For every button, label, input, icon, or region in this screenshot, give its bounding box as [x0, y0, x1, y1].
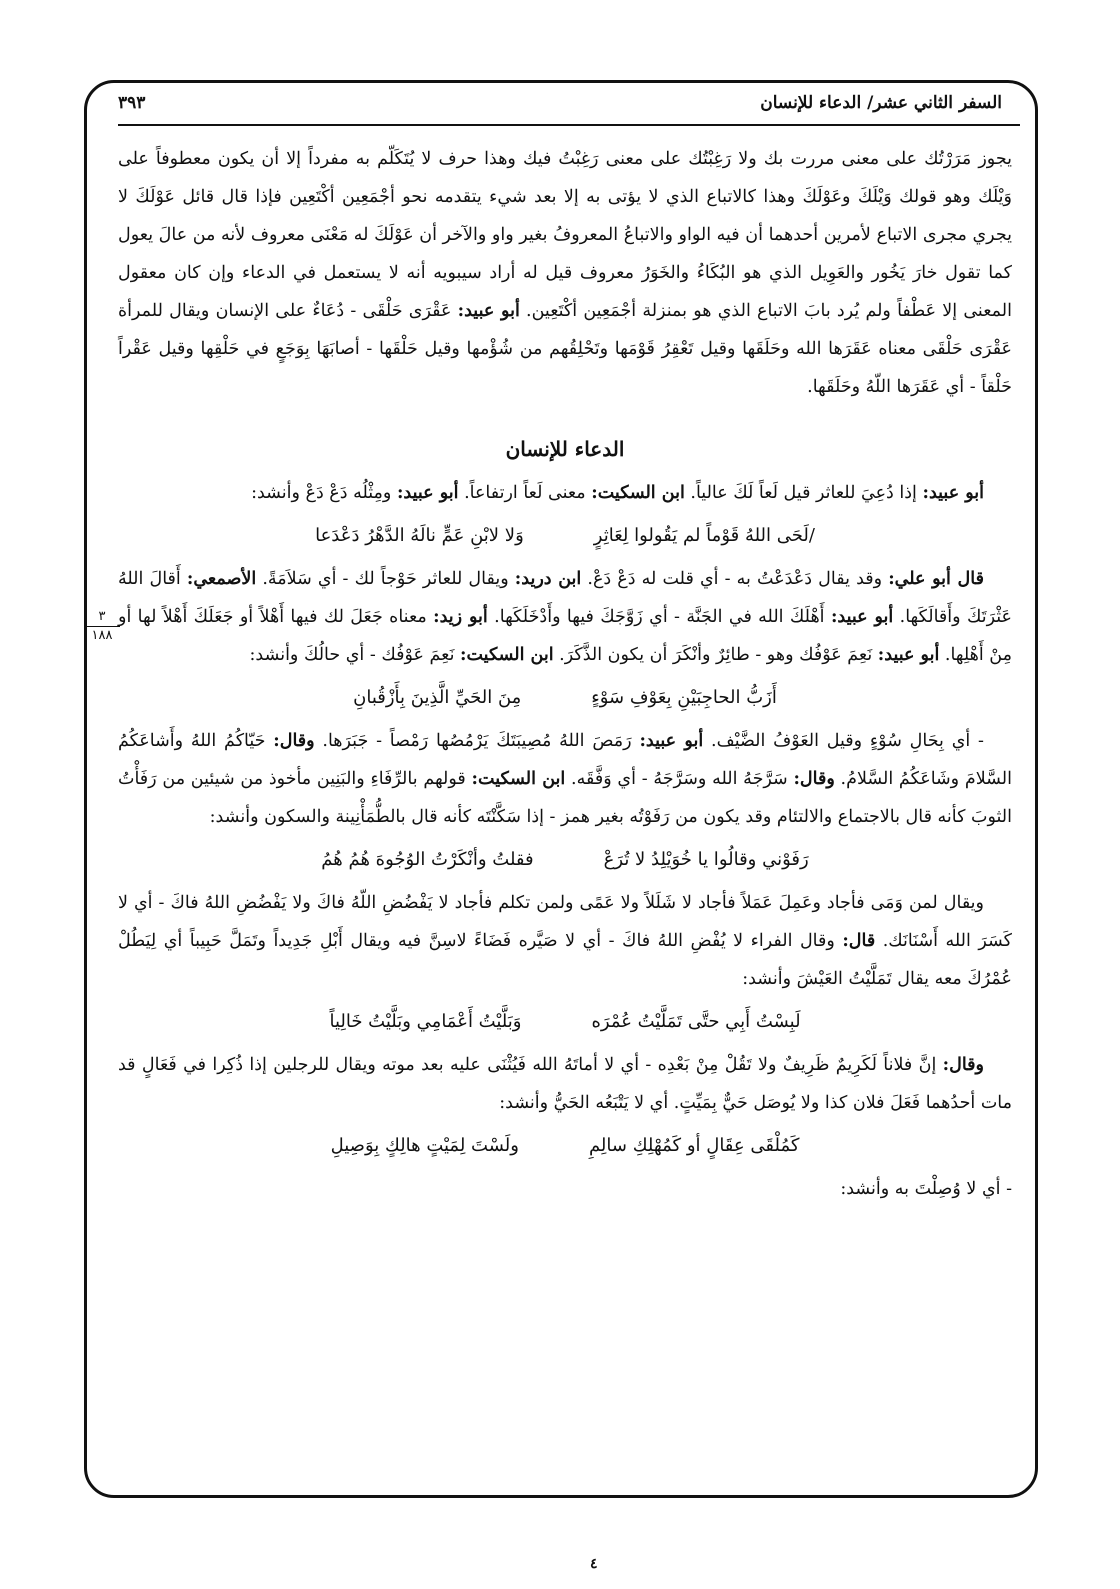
text: ويقال للعاثر حَوْجاً لك - أي سَلاَمَةً. [262, 569, 509, 589]
speaker: وقال: [942, 1055, 984, 1075]
verse-first-hemistich: /لَحَى اللهُ قَوْماً لم يَقُولوا لِعَاثِرٍ [593, 525, 815, 546]
paragraph-4 [118, 884, 1012, 998]
verse-first-hemistich: أَزَبُّ الحاجِبَيْنِ بِعَوْفِ سَوْءٍ [591, 687, 777, 708]
speaker: ابن السكيت: [591, 483, 685, 503]
speaker: ابن دريد: [514, 569, 582, 589]
intro-text: يجوز مَرَرْتُك على معنى مررت بك ولا رَغِبْتُك على معنى رَغِبْتُ فيك وهذا حرف لا يُتَكَلّم به مفرداً إلا أن يكون معطوفاً على وَيْلَك وهو قولك وَيْلَكَ وعَوْلَكَ وهذا كالاتباع الذي لا يؤتى به إلا بعد شيء يتقدمه نحو أجْمَعِين أكْتَعِين فإذا قال قائل عَوْلَكَ لا يجري مجرى الاتباع لأمرين أحدهما أن فيه الواو والاتباعُ المعروفُ بغير واو والآخر أن عَوْلَكَ له مَعْنَى معروف لأنه من عالَ يعول كما تقول خارَ يَخُور والعَوِيل الذي هو البُكَاءُ والخَوَرُ معروف قيل له أراد سيبويه أنه لا يستعمل في الدعاء وإن كان معقول المعنى إلا عَطْفاً ولم يُرد بابَ الاتباع الذي هو بمنزلة أجْمَعِين أكْتَعِين. [118, 149, 1012, 321]
bottom-mark: ٤ [590, 1556, 598, 1572]
header-divider [118, 124, 1020, 126]
speaker: ابن السكيت: [460, 645, 554, 665]
verse-3 [118, 836, 1012, 884]
running-title: السفر الثاني عشر/ الدعاء للإنسان [760, 93, 1002, 113]
paragraph-5 [118, 1046, 1012, 1122]
section-title: الدعاء للإنسان [505, 437, 625, 461]
verse-second-hemistich: وَبَلَّيْتُ أَعْمَامِي وبَلَّيْتُ خَالِياً [329, 1011, 522, 1032]
speaker: وقال: [273, 731, 315, 751]
verse-1 [118, 512, 1012, 560]
verse-4 [118, 998, 1012, 1046]
text: نَعِمَ عَوْفُك - أي حالُكَ وأنشد: [249, 645, 455, 665]
paragraph-3 [118, 722, 1012, 836]
text: ومِثْلُه دَعْ دَعْ وأنشد: [251, 483, 392, 503]
speaker: أبو عبيد: [457, 301, 520, 321]
text: إذا دُعِيَ للعاثر قيل لَعاً لَكَ عالياً. [690, 483, 917, 503]
text: رَمَصَ اللهُ مُصِيبَتَكَ يَرْمُصُها رَمْصاً - جَبَرَها. [322, 731, 632, 751]
text: حَيّاكُمُ اللهُ وأَشاعَكُمُ السَّلامَ وشَاعَكُمُ السَّلامُ. [118, 731, 1012, 789]
page-body [118, 140, 1012, 1208]
margin-reference-top: ٣ [84, 610, 120, 627]
running-header [118, 86, 1002, 120]
page-number: ٣٩٣ [118, 93, 146, 113]
intro-text-tail: عَقْرَى حَلْقَى - دُعَاءٌ على الإنسان ويقال للمرأة عَقْرَى حَلْقَى معناه عَقَرَها الله وحَلَقَها وقيل تَعْقِرُ قَوْمَها وتَحْلِقُهم من شُؤْمها وقيل حَلْقَها - أصابَهَا بِوَجَعٍ في حَلْقِها وقيل عَقْراً حَلْقاً - أي عَقَرَها اللّهُ وحَلَقَها. [118, 301, 1012, 397]
text: وقد يقال دَعْدَعْتُ به - أي قلت له دَعْ دَعْ. [587, 569, 883, 589]
text: نَعِمَ عَوْفُك وهو - طائِرٌ وأنْكَرَ أن يكون الذَّكَرَ. [559, 645, 873, 665]
speaker: الأصمعي: [186, 569, 257, 589]
verse-first-hemistich: لَبِسْتُ أَبِي حتَّى تَمَلَّيْتُ عُمْرَه [591, 1011, 801, 1032]
margin-reference [84, 610, 120, 643]
verse-first-hemistich: كَمُلْقَى عِقَالٍ أو كَمُهْلِكِ سالِمِ [588, 1135, 800, 1156]
text: أَهْلَكَ الله في الجَنَّة - أي زَوَّجَكَ فيها وأَدْخَلَكَها. [494, 607, 825, 627]
text: معنى لَعاً ارتفاعاً. [464, 483, 586, 503]
intro-paragraph [118, 140, 1012, 406]
speaker: أبو عبيد: [639, 731, 704, 751]
speaker: أبو عبيد: [877, 645, 940, 665]
verse-second-hemistich: مِنَ الحَيِّ الَّذِينَ بِأَزْقُبانِ [353, 687, 522, 708]
verse-first-hemistich: رَفَوْني وقالُوا يا خُوَيْلِدُ لا تُرَعْ [603, 849, 809, 870]
speaker: أبو زيد: [433, 607, 488, 627]
text: معناه جَعَلَ لك فيها أَهْلاً أو جَعَلَكَ أَهْلاً لها أو مِنْ أَهْلِها. [118, 607, 1012, 665]
verse-5 [118, 1122, 1012, 1170]
text: قولهم بالرِّفَاءِ والبَنِين مأخوذ من شيئين من رَفَأْتُ الثوبَ كأنه قال بالاجتماع والالتئام وقد يكون من رَفَوْتُه بغير همز - إذا سَكَّنْتَه كأنه قال بالطُّمَأْنِينة والسكون وأنشد: [118, 769, 1012, 827]
text: - أي بِحَالِ سُوْءٍ وقيل العَوْفُ الضَّيْف. [711, 731, 984, 751]
speaker: أبو عبيد: [922, 483, 984, 503]
speaker: قال أبو علي: [888, 569, 984, 589]
speaker: أبو عبيد: [830, 607, 894, 627]
text: - أي لا وُصِلْتَ به وأنشد: [840, 1179, 1012, 1199]
speaker: قال: [842, 931, 876, 951]
verse-second-hemistich: فقلتُ وأنْكَرْتُ الوُجُوهَ هُمُ هُمُ [321, 849, 534, 870]
paragraph-2 [118, 560, 1012, 674]
verse-2 [118, 674, 1012, 722]
verse-second-hemistich: وَلا لابْنِ عَمٍّ نالَهُ الدَّهْرُ دَعْدَعا [315, 525, 524, 546]
speaker: ابن السكيت: [471, 769, 566, 789]
speaker: وقال: [793, 769, 835, 789]
text: إنَّ فلاناً لَكَرِيمٌ ظَرِيفٌ ولا تَقُلْ مِنْ بَعْدِه - أي لا أماتَهُ الله فَيُثْنَى عليه بعد موته ويقال للرجلين إذا ذُكِرا في فَعَالٍ قد مات أحدُهما فَعَلَ فلان كذا ولا يُوصَل حَيٌّ بِمَيِّتٍ. أي لا يَتْبَعُه الحَيُّ وأنشد: [118, 1055, 1012, 1113]
text: أَقالَ اللهُ عَثْرَتَكَ وأَقالَكَها. [118, 569, 1012, 627]
text: وقال الفراء لا يُفْضِ اللهُ فاكَ - أي لا صَيَّره فَضَاءً لاسِنَّ فيه ويقال أَبْلِ جَدِيداً وتَمَلَّ حَبِيباً أي لِيَطُلْ عُمْرُكَ معه يقال تَمَلَّيْتُ العَيْشَ وأنشد: [118, 931, 1012, 989]
paragraph-1 [118, 474, 1012, 512]
speaker: أبو عبيد: [396, 483, 459, 503]
text: ويقال لمن وَمَى فأجاد وعَمِلَ عَمَلاً فأجاد لا شَلَلاً ولا عَمًى ولمن تكلم فأجاد لا يَفْضُضِ اللّهُ فاكَ ولا يَفْضُضِ اللهُ فاكَ - أي لا كَسَرَ الله أَسْنَانَك. [118, 893, 1012, 951]
paragraph-6 [118, 1170, 1012, 1208]
text: سَرَّجَهُ الله وسَرَّجَهُ - أي وَفَّقَه. [571, 769, 788, 789]
verse-second-hemistich: ولَسْتَ لِمَيْتٍ هالِكٍ بِوَصِيلِ [330, 1135, 519, 1156]
margin-reference-bottom: ١٨٨ [91, 628, 113, 643]
